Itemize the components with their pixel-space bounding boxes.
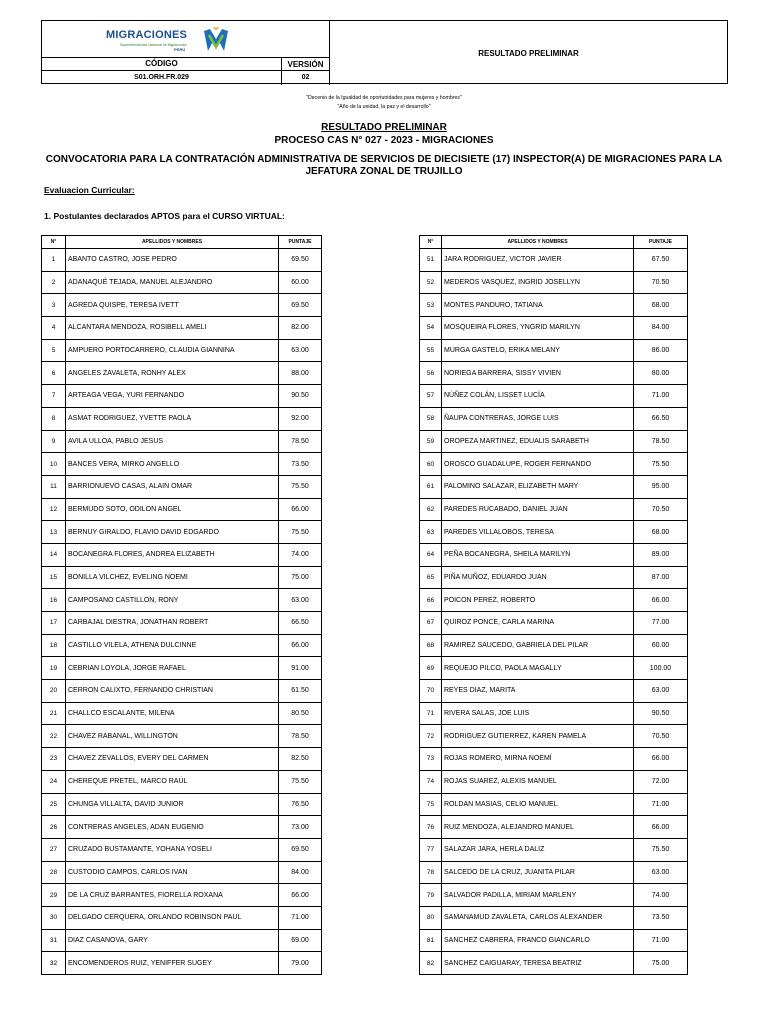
applicant-name: PAREDES RUCABADO, DANIEL JUAN xyxy=(442,498,634,521)
row-number: 23 xyxy=(42,748,66,771)
applicant-score: 66.00 xyxy=(279,634,322,657)
applicant-name: ROJAS SUAREZ, ALEXIS MANUEL xyxy=(442,770,634,793)
applicant-score: 75.00 xyxy=(279,566,322,589)
col-header-num: N° xyxy=(420,236,442,249)
doc-title: RESULTADO PRELIMINAR xyxy=(478,48,579,58)
table-row xyxy=(42,906,322,929)
applicant-score: 68.00 xyxy=(634,294,688,317)
table-row xyxy=(42,430,322,453)
applicant-name: NORIEGA BARRERA, SISSY VIVIEN xyxy=(442,362,634,385)
row-number: 16 xyxy=(42,589,66,612)
row-number: 60 xyxy=(420,453,442,476)
table-row xyxy=(42,407,322,430)
table-row xyxy=(42,725,322,748)
table-row xyxy=(42,612,322,635)
applicant-score: 71.00 xyxy=(634,793,688,816)
row-number: 78 xyxy=(420,861,442,884)
table-row xyxy=(42,521,322,544)
table-row xyxy=(42,770,322,793)
applicant-score: 74.00 xyxy=(279,543,322,566)
row-number: 13 xyxy=(42,521,66,544)
applicant-name: ASMAT RODRIGUEZ, YVETTE PAOLA xyxy=(66,407,279,430)
applicant-name: CARBAJAL DIESTRA, JONATHAN ROBERT xyxy=(66,612,279,635)
table-row xyxy=(420,657,688,680)
applicant-name: RAMIREZ SAUCEDO, GABRIELA DEL PILAR xyxy=(442,634,634,657)
applicant-name: BARRIONUEVO CASAS, ALAIN OMAR xyxy=(66,475,279,498)
row-number: 75 xyxy=(420,793,442,816)
code-label: CÓDIGO xyxy=(42,58,282,71)
row-number: 76 xyxy=(420,816,442,839)
applicant-name: RODRIGUEZ GUTIERREZ, KAREN PAMELA xyxy=(442,725,634,748)
table-row xyxy=(420,884,688,907)
table-row xyxy=(42,748,322,771)
row-number: 20 xyxy=(42,680,66,703)
applicant-name: JARA RODRIGUEZ, VICTOR JAVIER xyxy=(442,249,634,272)
applicant-score: 71.00 xyxy=(634,929,688,952)
title-line-2: PROCESO CAS N° 027 - 2023 - MIGRACIONES xyxy=(274,135,494,146)
row-number: 24 xyxy=(42,770,66,793)
table-row xyxy=(42,929,322,952)
left-results-table xyxy=(41,235,322,975)
applicant-name: ABANTO CASTRO, JOSE PEDRO xyxy=(66,249,279,272)
applicant-name: CEBRIAN LOYOLA, JORGE RAFAEL xyxy=(66,657,279,680)
applicant-name: BOCANEGRA FLORES, ANDREA ELIZABETH xyxy=(66,543,279,566)
table-header-row xyxy=(42,236,322,249)
title-line-1-text: RESULTADO PRELIMINAR xyxy=(321,122,447,133)
row-number: 6 xyxy=(42,362,66,385)
table-row xyxy=(420,816,688,839)
col-header-score: PUNTAJE xyxy=(634,236,688,249)
applicant-score: 78.50 xyxy=(279,725,322,748)
row-number: 17 xyxy=(42,612,66,635)
table-row xyxy=(420,680,688,703)
applicant-name: ÑAUPA CONTRERAS, JORGE LUIS xyxy=(442,407,634,430)
applicant-score: 72.00 xyxy=(634,770,688,793)
table-row xyxy=(420,634,688,657)
row-number: 26 xyxy=(42,816,66,839)
title-line-1 xyxy=(0,122,768,133)
row-number: 28 xyxy=(42,861,66,884)
row-number: 56 xyxy=(420,362,442,385)
applicant-name: CUSTODIO CAMPOS, CARLOS IVAN xyxy=(66,861,279,884)
row-number: 18 xyxy=(42,634,66,657)
applicant-score: 70.50 xyxy=(634,271,688,294)
row-number: 71 xyxy=(420,702,442,725)
applicant-name: OROSCO GUADALUPE, ROGER FERNANDO xyxy=(442,453,634,476)
row-number: 82 xyxy=(420,952,442,975)
subsection-label: 1. Postulantes declarados APTOS para el CURSO VIRTUAL: xyxy=(44,211,285,221)
table-row xyxy=(42,249,322,272)
col-header-num: N° xyxy=(42,236,66,249)
row-number: 19 xyxy=(42,657,66,680)
row-number: 25 xyxy=(42,793,66,816)
applicant-name: PAREDES VILLALOBOS, TERESA xyxy=(442,521,634,544)
applicant-name: NÚÑEZ COLÁN, LISSET LUCÍA xyxy=(442,385,634,408)
applicant-score: 74.00 xyxy=(634,884,688,907)
table-row xyxy=(420,521,688,544)
applicant-name: DELGADO CERQUERA, ORLANDO ROBINSON PAUL xyxy=(66,906,279,929)
table-row xyxy=(42,702,322,725)
row-number: 81 xyxy=(420,929,442,952)
row-number: 14 xyxy=(42,543,66,566)
row-number: 52 xyxy=(420,271,442,294)
applicant-name: SANCHEZ CABRERA, FRANCO GIANCARLO xyxy=(442,929,634,952)
applicant-score: 95.00 xyxy=(634,475,688,498)
applicant-score: 87.00 xyxy=(634,566,688,589)
col-header-name: APELLIDOS Y NOMBRES xyxy=(66,236,279,249)
table-row xyxy=(42,793,322,816)
row-number: 21 xyxy=(42,702,66,725)
table-row xyxy=(42,657,322,680)
row-number: 29 xyxy=(42,884,66,907)
logo-country: PERÚ xyxy=(174,47,186,52)
logo-text: MIGRACIONES xyxy=(106,29,188,41)
applicant-name: SALAZAR JARA, HERLA DALIZ xyxy=(442,838,634,861)
version-label: VERSIÓN xyxy=(282,58,330,71)
table-row xyxy=(42,453,322,476)
table-row xyxy=(420,271,688,294)
row-number: 22 xyxy=(42,725,66,748)
applicant-score: 69.50 xyxy=(279,838,322,861)
applicant-name: RIVERA SALAS, JOE LUIS xyxy=(442,702,634,725)
table-row xyxy=(420,407,688,430)
row-number: 79 xyxy=(420,884,442,907)
applicant-name: BERMUDO SOTO, ODILON ANGEL xyxy=(66,498,279,521)
row-number: 10 xyxy=(42,453,66,476)
code-value: S01.ORH.FR.029 xyxy=(42,71,282,85)
document-header xyxy=(41,20,728,84)
applicant-score: 63.00 xyxy=(279,339,322,362)
row-number: 80 xyxy=(420,906,442,929)
applicant-name: MOSQUEIRA FLORES, YNGRID MARILYN xyxy=(442,317,634,340)
row-number: 77 xyxy=(420,838,442,861)
applicant-name: MEDEROS VASQUEZ, INGRID JOSELLYN xyxy=(442,271,634,294)
table-row xyxy=(42,566,322,589)
applicant-score: 91.00 xyxy=(279,657,322,680)
table-row xyxy=(420,294,688,317)
table-row xyxy=(420,748,688,771)
applicant-score: 66.00 xyxy=(634,589,688,612)
table-row xyxy=(42,317,322,340)
table-row xyxy=(42,861,322,884)
applicant-name: CHUNGA VILLALTA, DAVID JUNIOR xyxy=(66,793,279,816)
table-row xyxy=(420,612,688,635)
applicant-score: 71.00 xyxy=(279,906,322,929)
applicant-score: 66.00 xyxy=(634,816,688,839)
row-number: 31 xyxy=(42,929,66,952)
table-row xyxy=(42,385,322,408)
applicant-score: 79.00 xyxy=(279,952,322,975)
applicant-name: CAMPOSANO CASTILLON, RONY xyxy=(66,589,279,612)
applicant-score: 82.00 xyxy=(279,317,322,340)
slogan-line-2: "Año de la unidad, la paz y el desarrollo" xyxy=(337,104,431,110)
applicant-score: 82.50 xyxy=(279,748,322,771)
table-row xyxy=(42,294,322,317)
row-number: 65 xyxy=(420,566,442,589)
row-number: 15 xyxy=(42,566,66,589)
row-number: 57 xyxy=(420,385,442,408)
table-row xyxy=(420,339,688,362)
applicant-name: BERNUY GIRALDO, FLAVIO DAVID EDGARDO xyxy=(66,521,279,544)
applicant-score: 75.50 xyxy=(634,453,688,476)
applicant-score: 70.50 xyxy=(634,498,688,521)
applicant-score: 69.50 xyxy=(279,294,322,317)
applicant-score: 66.00 xyxy=(279,884,322,907)
applicant-score: 69.50 xyxy=(279,249,322,272)
applicant-score: 73.00 xyxy=(279,816,322,839)
table-row xyxy=(420,838,688,861)
col-header-score: PUNTAJE xyxy=(279,236,322,249)
table-header-row xyxy=(420,236,688,249)
applicant-score: 63.00 xyxy=(634,680,688,703)
table-row xyxy=(42,838,322,861)
applicant-score: 73.50 xyxy=(634,906,688,929)
applicant-score: 92.00 xyxy=(279,407,322,430)
applicant-name: CASTILLO VILELA, ATHENA DULCINNE xyxy=(66,634,279,657)
applicant-name: DIAZ CASANOVA, GARY xyxy=(66,929,279,952)
applicant-name: CHALLCO ESCALANTE, MILENA xyxy=(66,702,279,725)
table-row xyxy=(420,702,688,725)
row-number: 12 xyxy=(42,498,66,521)
applicant-name: ARTEAGA VEGA, YURI FERNANDO xyxy=(66,385,279,408)
applicant-score: 66.50 xyxy=(634,407,688,430)
table-row xyxy=(42,362,322,385)
table-row xyxy=(420,793,688,816)
table-row xyxy=(42,816,322,839)
applicant-name: SALVADOR PADILLA, MIRIAM MARLENY xyxy=(442,884,634,907)
slogan-line-1: "Decenio de la Igualdad de oportunidades para mujeres y hombres" xyxy=(306,95,462,101)
applicant-score: 60.00 xyxy=(634,634,688,657)
applicant-score: 89.00 xyxy=(634,543,688,566)
applicant-score: 71.00 xyxy=(634,385,688,408)
applicant-name: AMPUERO PORTOCARRERO, CLAUDIA GIANNINA xyxy=(66,339,279,362)
row-number: 67 xyxy=(420,612,442,635)
table-row xyxy=(420,498,688,521)
row-number: 11 xyxy=(42,475,66,498)
applicant-name: ANGELES ZAVALETA, RONHY ALEX xyxy=(66,362,279,385)
applicant-score: 86.00 xyxy=(634,339,688,362)
table-row xyxy=(420,952,688,975)
table-row xyxy=(420,770,688,793)
row-number: 62 xyxy=(420,498,442,521)
applicant-score: 75.50 xyxy=(279,475,322,498)
applicant-score: 75.50 xyxy=(279,770,322,793)
applicant-name: ALCANTARA MENDOZA, ROSIBELL AMELI xyxy=(66,317,279,340)
applicant-name: ROLDAN MASIAS, CELIO MANUEL xyxy=(442,793,634,816)
row-number: 64 xyxy=(420,543,442,566)
applicant-score: 60.00 xyxy=(279,271,322,294)
applicant-score: 80.00 xyxy=(634,362,688,385)
applicant-score: 75.50 xyxy=(279,521,322,544)
applicant-score: 66.50 xyxy=(279,612,322,635)
row-number: 9 xyxy=(42,430,66,453)
table-row xyxy=(420,317,688,340)
applicant-score: 77.00 xyxy=(634,612,688,635)
row-number: 70 xyxy=(420,680,442,703)
row-number: 72 xyxy=(420,725,442,748)
table-row xyxy=(420,861,688,884)
row-number: 3 xyxy=(42,294,66,317)
table-row xyxy=(42,634,322,657)
table-row xyxy=(42,680,322,703)
row-number: 27 xyxy=(42,838,66,861)
row-number: 2 xyxy=(42,271,66,294)
row-number: 74 xyxy=(420,770,442,793)
row-number: 8 xyxy=(42,407,66,430)
applicant-name: ADANAQUÉ TEJADA, MANUEL ALEJANDRO xyxy=(66,271,279,294)
table-row xyxy=(420,906,688,929)
applicant-score: 80.50 xyxy=(279,702,322,725)
applicant-score: 66.00 xyxy=(279,498,322,521)
applicant-name: PIÑA MUÑOZ, EDUARDO JUAN xyxy=(442,566,634,589)
row-number: 59 xyxy=(420,430,442,453)
applicant-score: 90.50 xyxy=(634,702,688,725)
row-number: 66 xyxy=(420,589,442,612)
migraciones-logo xyxy=(106,25,230,55)
table-row xyxy=(42,543,322,566)
table-row xyxy=(420,725,688,748)
version-value: 02 xyxy=(282,71,330,85)
applicant-name: AGREDA QUISPE, TERESA IVETT xyxy=(66,294,279,317)
row-number: 7 xyxy=(42,385,66,408)
row-number: 4 xyxy=(42,317,66,340)
applicant-name: DE LA CRUZ BARRANTES, FIORELLA ROXANA xyxy=(66,884,279,907)
section-label: Evaluacion Curricular: xyxy=(44,185,135,195)
applicant-name: BANCES VERA, MIRKO ANGELLO xyxy=(66,453,279,476)
row-number: 55 xyxy=(420,339,442,362)
logo-emblem-icon xyxy=(200,25,232,55)
applicant-name: CHAVEZ RABANAL, WILLINGTON xyxy=(66,725,279,748)
row-number: 53 xyxy=(420,294,442,317)
table-row xyxy=(42,475,322,498)
table-row xyxy=(420,475,688,498)
applicant-name: MONTES PANDURO, TATIANA xyxy=(442,294,634,317)
applicant-name: PALOMINO SALAZAR, ELIZABETH MARY xyxy=(442,475,634,498)
applicant-score: 90.50 xyxy=(279,385,322,408)
applicant-name: ROJAS ROMERO, MIRNA NOEMÍ xyxy=(442,748,634,771)
applicant-name: OROPEZA MARTINEZ, EDUALIS SARABETH xyxy=(442,430,634,453)
applicant-name: QUIROZ PONCE, CARLA MARINA xyxy=(442,612,634,635)
table-row xyxy=(420,249,688,272)
applicant-name: REQUEJO PILCO, PAOLA MAGALLY xyxy=(442,657,634,680)
applicant-score: 67.50 xyxy=(634,249,688,272)
applicant-score: 78.50 xyxy=(634,430,688,453)
table-row xyxy=(42,339,322,362)
applicant-score: 75.50 xyxy=(634,838,688,861)
row-number: 63 xyxy=(420,521,442,544)
applicant-name: ENCOMENDEROS RUIZ, YENIFFER SUGEY xyxy=(66,952,279,975)
row-number: 73 xyxy=(420,748,442,771)
applicant-score: 70.50 xyxy=(634,725,688,748)
applicant-score: 75.00 xyxy=(634,952,688,975)
applicant-score: 63.00 xyxy=(279,589,322,612)
applicant-name: SANCHEZ CAIGUARAY, TERESA BEATRIZ xyxy=(442,952,634,975)
table-row xyxy=(42,952,322,975)
table-row xyxy=(42,884,322,907)
row-number: 69 xyxy=(420,657,442,680)
applicant-score: 100.00 xyxy=(634,657,688,680)
table-row xyxy=(42,271,322,294)
applicant-score: 88.00 xyxy=(279,362,322,385)
applicant-score: 78.50 xyxy=(279,430,322,453)
row-number: 5 xyxy=(42,339,66,362)
table-row xyxy=(420,589,688,612)
applicant-score: 84.00 xyxy=(634,317,688,340)
table-row xyxy=(42,589,322,612)
applicant-score: 68.00 xyxy=(634,521,688,544)
applicant-score: 73.50 xyxy=(279,453,322,476)
row-number: 30 xyxy=(42,906,66,929)
table-row xyxy=(42,498,322,521)
applicant-score: 76.50 xyxy=(279,793,322,816)
applicant-score: 66.00 xyxy=(634,748,688,771)
applicant-name: CHEREQUE PRETEL, MARCO RAÚL xyxy=(66,770,279,793)
applicant-name: PEÑA BOCANEGRA, SHEILA MARILYN xyxy=(442,543,634,566)
row-number: 58 xyxy=(420,407,442,430)
title-line-3: CONVOCATORIA PARA LA CONTRATACIÓN ADMINISTRATIVA DE SERVICIOS DE DIECISIETE (17) INSPECTOR(A) DE MIGRACIONES PARA LA JEFATURA ZONAL DE TRUJILLO xyxy=(45,154,723,177)
applicant-score: 63.00 xyxy=(634,861,688,884)
applicant-name: MURGA GASTELO, ERIKA MELANY xyxy=(442,339,634,362)
applicant-name: REYES DIAZ, MARITA xyxy=(442,680,634,703)
col-header-name: APELLIDOS Y NOMBRES xyxy=(442,236,634,249)
applicant-name: POICON PEREZ, ROBERTO xyxy=(442,589,634,612)
row-number: 32 xyxy=(42,952,66,975)
logo-subtext: Superintendencia Nacional de Migraciones xyxy=(120,43,187,47)
applicant-name: AVILA ULLOA, PABLO JESUS xyxy=(66,430,279,453)
table-row xyxy=(420,453,688,476)
row-number: 61 xyxy=(420,475,442,498)
table-row xyxy=(420,362,688,385)
applicant-name: SALCEDO DE LA CRUZ, JUANITA PILAR xyxy=(442,861,634,884)
applicant-name: CERRON CALIXTO, FERNANDO CHRISTIAN xyxy=(66,680,279,703)
applicant-name: CHAVEZ ZEVALLOS, EVERY DEL CARMEN xyxy=(66,748,279,771)
table-row xyxy=(420,543,688,566)
row-number: 54 xyxy=(420,317,442,340)
applicant-name: RUIZ MENDOZA, ALEJANDRO MANUEL xyxy=(442,816,634,839)
table-row xyxy=(420,385,688,408)
logo-cell xyxy=(42,21,330,58)
applicant-score: 84.00 xyxy=(279,861,322,884)
applicant-name: CRUZADO BUSTAMANTE, YOHANA YOSELI xyxy=(66,838,279,861)
right-results-table xyxy=(419,235,688,975)
row-number: 68 xyxy=(420,634,442,657)
applicant-score: 61.50 xyxy=(279,680,322,703)
applicant-name: SAMANAMUD ZAVALETA, CARLOS ALEXANDER xyxy=(442,906,634,929)
row-number: 1 xyxy=(42,249,66,272)
applicant-name: CONTRERAS ANGELES, ADAN EUGENIO xyxy=(66,816,279,839)
applicant-score: 69.00 xyxy=(279,929,322,952)
table-row xyxy=(420,566,688,589)
applicant-name: BONILLA VILCHEZ, EVELING NOEMI xyxy=(66,566,279,589)
table-row xyxy=(420,430,688,453)
table-row xyxy=(420,929,688,952)
row-number: 51 xyxy=(420,249,442,272)
